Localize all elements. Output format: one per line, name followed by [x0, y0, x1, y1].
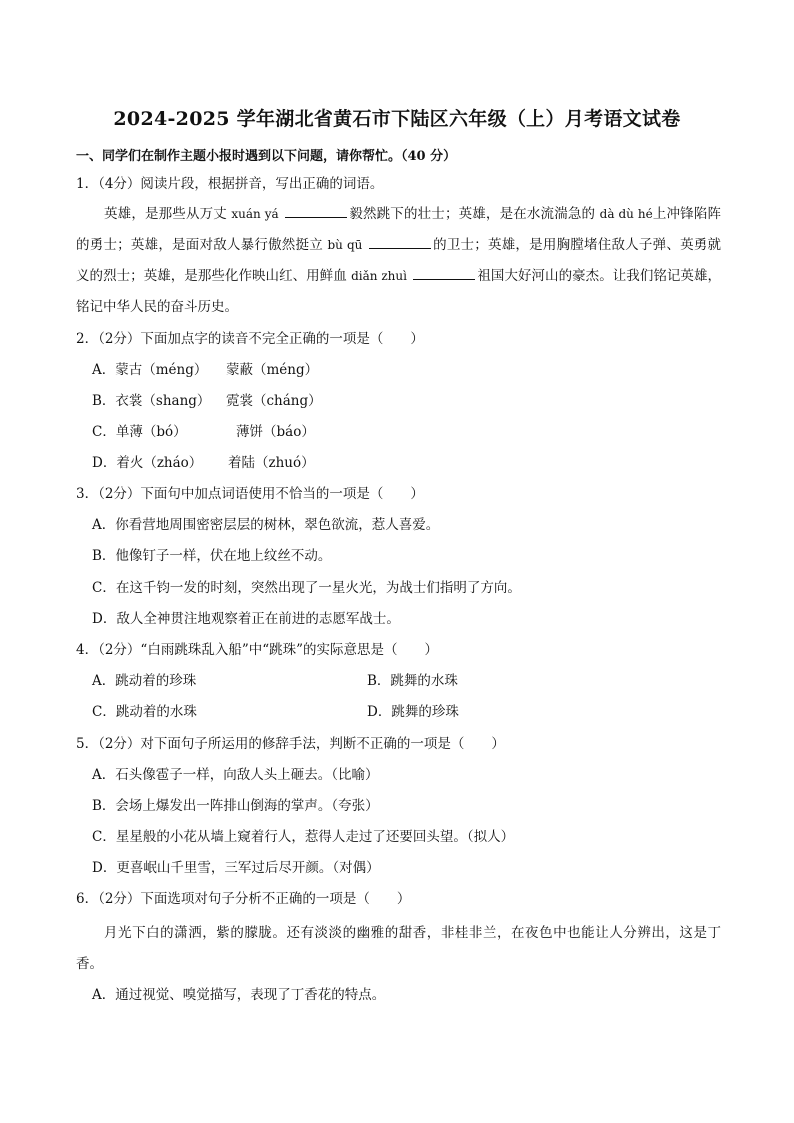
option-b: B．跳舞的水珠	[367, 673, 458, 689]
question-1-stem: 1．（4分）阅读片段，根据拼音，写出正确的词语。	[76, 176, 384, 192]
question-4-stem: 4．（2分）“白雨跳珠乱入船”中“跳珠”的实际意思是（ ）	[76, 642, 439, 658]
pinyin-hint: diǎn zhuì	[351, 269, 407, 283]
passage-text: 上冲锋陷阵的勇士；英雄，是面对敌人暴行傲然挺立	[76, 206, 721, 253]
question-2-stem: 2．（2分）下面加点字的读音不完全正确的一项是（ ）	[76, 331, 424, 347]
option-a: A．跳动着的珍珠	[92, 673, 197, 689]
option-c: C．星星般的小花从墙上窥着行人，惹得人走过了还要回头望。（拟人）	[92, 829, 515, 845]
option-d: D．更喜岷山千里雪，三军过后尽开颜。（对偶）	[92, 860, 380, 876]
option-c: C．跳动着的水珠	[92, 704, 197, 720]
question-6-passage	[76, 918, 721, 980]
option-a: A．蒙古（méng）	[92, 362, 208, 378]
passage-text: 毅然跳下的壮士；英雄，是在水流湍急的	[349, 206, 596, 222]
option-b: B．他像钉子一样，伏在地上纹丝不动。	[92, 548, 332, 564]
answer-blank[interactable]	[413, 265, 475, 280]
passage-text: 的卫士；英雄，是用胸膛堵住敌人子弹、英勇就义的烈士；英雄，是那些化作映山红、用鲜血	[76, 237, 722, 284]
option-d: D．敌人全神贯注地观察着正在前进的志愿军战士。	[92, 611, 400, 627]
answer-blank[interactable]	[369, 234, 431, 249]
passage-text: 祖国大好河山的豪杰。让我们铭记英雄，铭记中华人民的奋斗历史。	[76, 268, 722, 315]
question-1-passage	[76, 199, 721, 323]
passage-text: 英雄，是那些从万丈	[104, 206, 227, 222]
page-title: 2024-2025 学年湖北省黄石市下陆区六年级（上）月考语文试卷	[113, 108, 681, 130]
passage-text: 月光下白的潇洒，紫的朦胧。还有淡淡的幽雅的甜香，非桂非兰，在夜色中也能让人分辨出，这是丁香。	[76, 925, 721, 972]
option-d-second: 着陆（zhuó）	[228, 455, 315, 471]
pinyin-hint: xuán yá	[231, 207, 279, 221]
section-heading: 一、同学们在制作主题小报时遇到以下问题，请你帮忙。（40 分）	[76, 149, 457, 164]
option-d: D．跳舞的珍珠	[367, 704, 459, 720]
question-3-stem: 3．（2分）下面句中加点词语使用不恰当的一项是（ ）	[76, 486, 424, 502]
option-c: C．在这千钧一发的时刻，突然出现了一星火光，为战士们指明了方向。	[92, 580, 521, 596]
option-c: C．单薄（bó）	[92, 424, 187, 440]
option-a-second: 蒙蔽（méng）	[226, 362, 319, 378]
option-c-second: 薄饼（báo）	[236, 424, 315, 440]
option-a: A．通过视觉、嗅觉描写，表现了丁香花的特点。	[92, 987, 386, 1003]
pinyin-hint: bù qū	[327, 238, 363, 252]
option-b-second: 霓裳（cháng）	[226, 393, 322, 409]
option-a: A．你看营地周围密密层层的树林，翠色欲流，惹人喜爱。	[92, 517, 440, 533]
option-b: B．会场上爆发出一阵排山倒海的掌声。（夸张）	[92, 798, 379, 814]
option-a: A．石头像雹子一样，向敌人头上砸去。（比喻）	[92, 767, 379, 783]
option-b: B．衣裳（shang）	[92, 393, 211, 409]
question-5-stem: 5．（2分）对下面句子所运用的修辞手法，判断不正确的一项是（ ）	[76, 736, 505, 752]
option-d: D．着火（zháo）	[92, 455, 203, 471]
pinyin-hint: dà dù hé	[599, 207, 653, 221]
question-6-stem: 6．（2分）下面选项对句子分析不正确的一项是（ ）	[76, 891, 411, 907]
answer-blank[interactable]	[285, 203, 347, 218]
